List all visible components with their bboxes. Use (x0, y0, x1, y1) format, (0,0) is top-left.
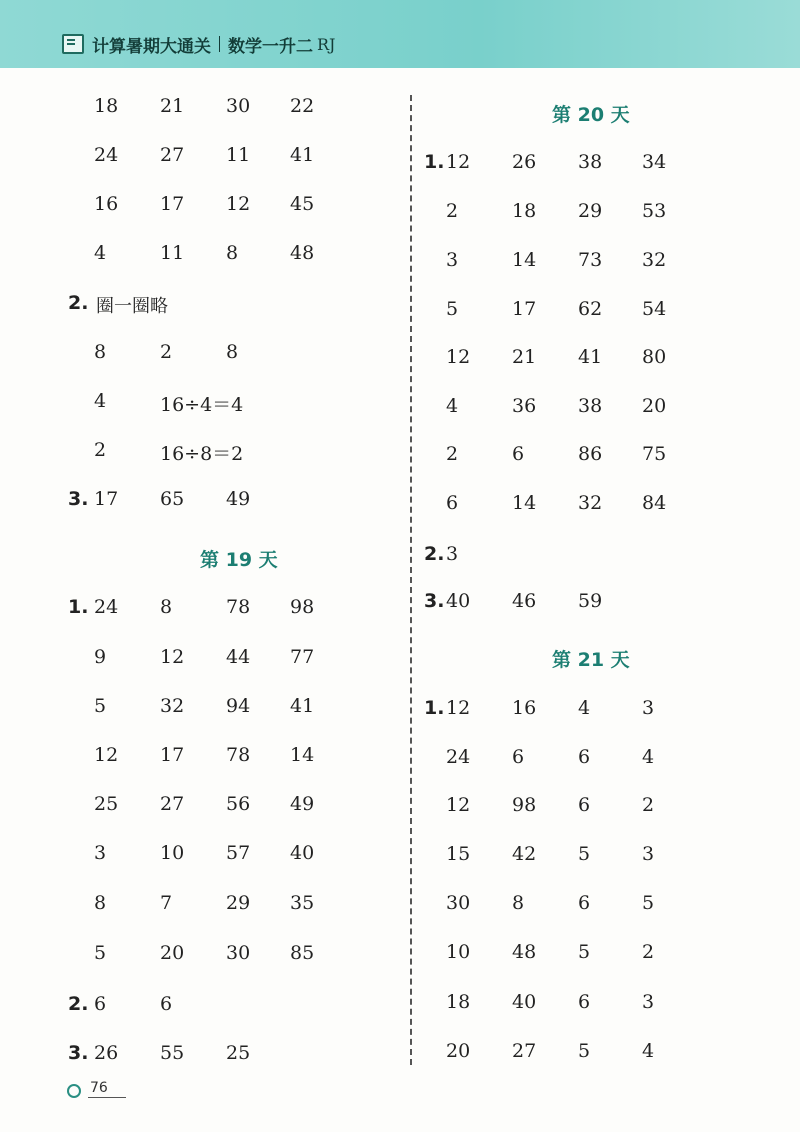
book-icon (62, 34, 84, 54)
answer-cell: 5 (446, 298, 459, 320)
answer-cell: 3 (642, 697, 655, 719)
sun-icon (62, 1078, 84, 1100)
answer-cell: 4 (642, 1040, 655, 1062)
answer-cell: 14 (512, 249, 537, 271)
answer-cell: 12 (446, 151, 471, 173)
answer-cell: 57 (226, 842, 251, 864)
question-number: 1. (424, 697, 445, 719)
answer-cell: 27 (512, 1040, 537, 1062)
answer-cell: 17 (512, 298, 537, 320)
answer-cell: 3 (446, 543, 459, 565)
title-separator (219, 36, 220, 52)
answer-cell: 6 (446, 492, 459, 514)
answer-cell: 8 (94, 341, 107, 363)
answer-cell: 8 (226, 242, 239, 264)
question-number: 3. (68, 488, 89, 510)
answer-cell: 73 (578, 249, 603, 271)
answer-cell: 41 (290, 695, 315, 717)
page-footer (62, 1078, 126, 1100)
answer-cell: 4 (642, 746, 655, 768)
page-number: 76 (88, 1080, 126, 1098)
edition-code: RJ (317, 34, 336, 54)
answer-cell: 18 (512, 200, 537, 222)
answer-cell: 17 (160, 744, 185, 766)
answer-cell: 2 (642, 941, 655, 963)
answer-cell: 6 (94, 993, 107, 1015)
answer-cell: 49 (226, 488, 251, 510)
question-number: 1. (424, 151, 445, 173)
answer-cell: 40 (290, 842, 315, 864)
answer-cell: 54 (642, 298, 667, 320)
answer-cell: 4 (578, 697, 591, 719)
page-header (0, 0, 800, 68)
answer-cell: 12 (446, 697, 471, 719)
answer-cell: 26 (94, 1042, 119, 1064)
answer-cell: 40 (446, 590, 471, 612)
answer-cell: 5 (94, 942, 107, 964)
answer-cell: 49 (290, 793, 315, 815)
answer-cell: 44 (226, 646, 251, 668)
answer-cell: 15 (446, 843, 471, 865)
answer-cell: 12 (446, 346, 471, 368)
answer-cell: 4 (94, 390, 107, 412)
answer-cell: 12 (160, 646, 185, 668)
answer-cell: 14 (290, 744, 315, 766)
day-heading: 第 21 天 (552, 649, 630, 671)
answer-cell: 3 (642, 991, 655, 1013)
answer-cell: 7 (160, 892, 173, 914)
header-title-box (62, 30, 335, 58)
answer-cell: 16 (512, 697, 537, 719)
answer-cell: 2 (94, 439, 107, 461)
question-number: 1. (68, 596, 89, 618)
answer-cell: 6 (578, 991, 591, 1013)
answer-cell: 5 (578, 941, 591, 963)
answer-cell: 30 (446, 892, 471, 914)
answer-cell: 3 (642, 843, 655, 865)
answer-cell: 16 (94, 193, 119, 215)
question-number: 2. (424, 543, 445, 565)
answer-cell: 75 (642, 443, 667, 465)
answer-cell: 27 (160, 793, 185, 815)
answer-cell: 8 (512, 892, 525, 914)
answer-cell: 10 (446, 941, 471, 963)
answer-cell: 18 (94, 95, 119, 117)
answer-cell: 30 (226, 95, 251, 117)
answer-cell: 11 (160, 242, 185, 264)
answer-cell: 29 (226, 892, 251, 914)
answer-cell: 6 (512, 443, 525, 465)
answer-cell: 27 (160, 144, 185, 166)
answer-cell: 41 (578, 346, 603, 368)
answer-cell: 17 (160, 193, 185, 215)
answer-cell: 55 (160, 1042, 185, 1064)
question-number: 3. (424, 590, 445, 612)
answer-cell: 65 (160, 488, 185, 510)
answer-text: 圈一圈略 (96, 296, 168, 317)
answer-cell: 41 (290, 144, 315, 166)
answer-cell: 6 (578, 892, 591, 914)
answer-cell: 98 (512, 794, 537, 816)
answer-cell: 21 (160, 95, 185, 117)
answer-cell: 10 (160, 842, 185, 864)
answer-cell: 8 (94, 892, 107, 914)
answer-cell: 40 (512, 991, 537, 1013)
day-heading: 第 20 天 (552, 104, 630, 126)
answer-cell: 6 (160, 993, 173, 1015)
answer-cell: 12 (446, 794, 471, 816)
answer-cell: 9 (94, 646, 107, 668)
answer-cell: 6 (578, 794, 591, 816)
answer-cell: 22 (290, 95, 315, 117)
answer-cell: 25 (226, 1042, 251, 1064)
answer-cell: 45 (290, 193, 315, 215)
answer-cell: 2 (446, 443, 459, 465)
answer-cell: 25 (94, 793, 119, 815)
answer-cell: 78 (226, 596, 251, 618)
answer-cell: 17 (94, 488, 119, 510)
answer-cell: 2 (160, 341, 173, 363)
answer-cell: 48 (512, 941, 537, 963)
answer-cell: 8 (226, 341, 239, 363)
answer-cell: 5 (578, 1040, 591, 1062)
answer-cell: 42 (512, 843, 537, 865)
answer-cell: 6 (512, 746, 525, 768)
answer-cell: 2 (642, 794, 655, 816)
answer-cell: 2 (446, 200, 459, 222)
answer-cell: 3 (94, 842, 107, 864)
answer-cell: 18 (446, 991, 471, 1013)
answer-cell: 20 (160, 942, 185, 964)
answer-cell: 85 (290, 942, 315, 964)
answer-cell: 59 (578, 590, 603, 612)
answer-cell: 5 (578, 843, 591, 865)
answer-cell: 98 (290, 596, 315, 618)
answer-cell: 46 (512, 590, 537, 612)
answer-cell: 5 (94, 695, 107, 717)
answer-cell: 29 (578, 200, 603, 222)
answer-cell: 16÷4＝4 (160, 394, 244, 416)
answer-cell: 62 (578, 298, 603, 320)
column-divider (410, 95, 412, 1065)
answer-cell: 24 (94, 596, 119, 618)
answer-cell: 32 (642, 249, 667, 271)
answer-cell: 38 (578, 151, 603, 173)
answer-cell: 14 (512, 492, 537, 514)
answer-cell: 8 (160, 596, 173, 618)
answer-cell: 94 (226, 695, 251, 717)
answer-cell: 32 (578, 492, 603, 514)
answer-cell: 36 (512, 395, 537, 417)
answer-cell: 5 (642, 892, 655, 914)
answer-cell: 38 (578, 395, 603, 417)
answer-cell: 77 (290, 646, 315, 668)
answer-cell: 11 (226, 144, 251, 166)
answer-cell: 30 (226, 942, 251, 964)
answer-cell: 21 (512, 346, 537, 368)
book-title: 计算暑期大通关 (92, 36, 211, 57)
answer-cell: 24 (446, 746, 471, 768)
answer-cell: 6 (578, 746, 591, 768)
answer-cell: 53 (642, 200, 667, 222)
answer-cell: 86 (578, 443, 603, 465)
answer-cell: 35 (290, 892, 315, 914)
answer-cell: 4 (446, 395, 459, 417)
answer-cell: 24 (94, 144, 119, 166)
answer-cell: 34 (642, 151, 667, 173)
answer-cell: 78 (226, 744, 251, 766)
question-number: 2. (68, 292, 89, 314)
answer-cell: 84 (642, 492, 667, 514)
answer-cell: 26 (512, 151, 537, 173)
answer-cell: 16÷8＝2 (160, 443, 244, 465)
question-number: 2. (68, 993, 89, 1015)
answer-cell: 20 (642, 395, 667, 417)
question-number: 3. (68, 1042, 89, 1064)
answer-cell: 32 (160, 695, 185, 717)
answer-cell: 4 (94, 242, 107, 264)
answer-cell: 12 (226, 193, 251, 215)
answer-cell: 56 (226, 793, 251, 815)
answer-cell: 80 (642, 346, 667, 368)
day-heading: 第 19 天 (200, 549, 278, 571)
answer-cell: 3 (446, 249, 459, 271)
answer-cell: 20 (446, 1040, 471, 1062)
book-subtitle: 数学一升二 (228, 36, 313, 57)
answer-cell: 12 (94, 744, 119, 766)
answer-cell: 48 (290, 242, 315, 264)
